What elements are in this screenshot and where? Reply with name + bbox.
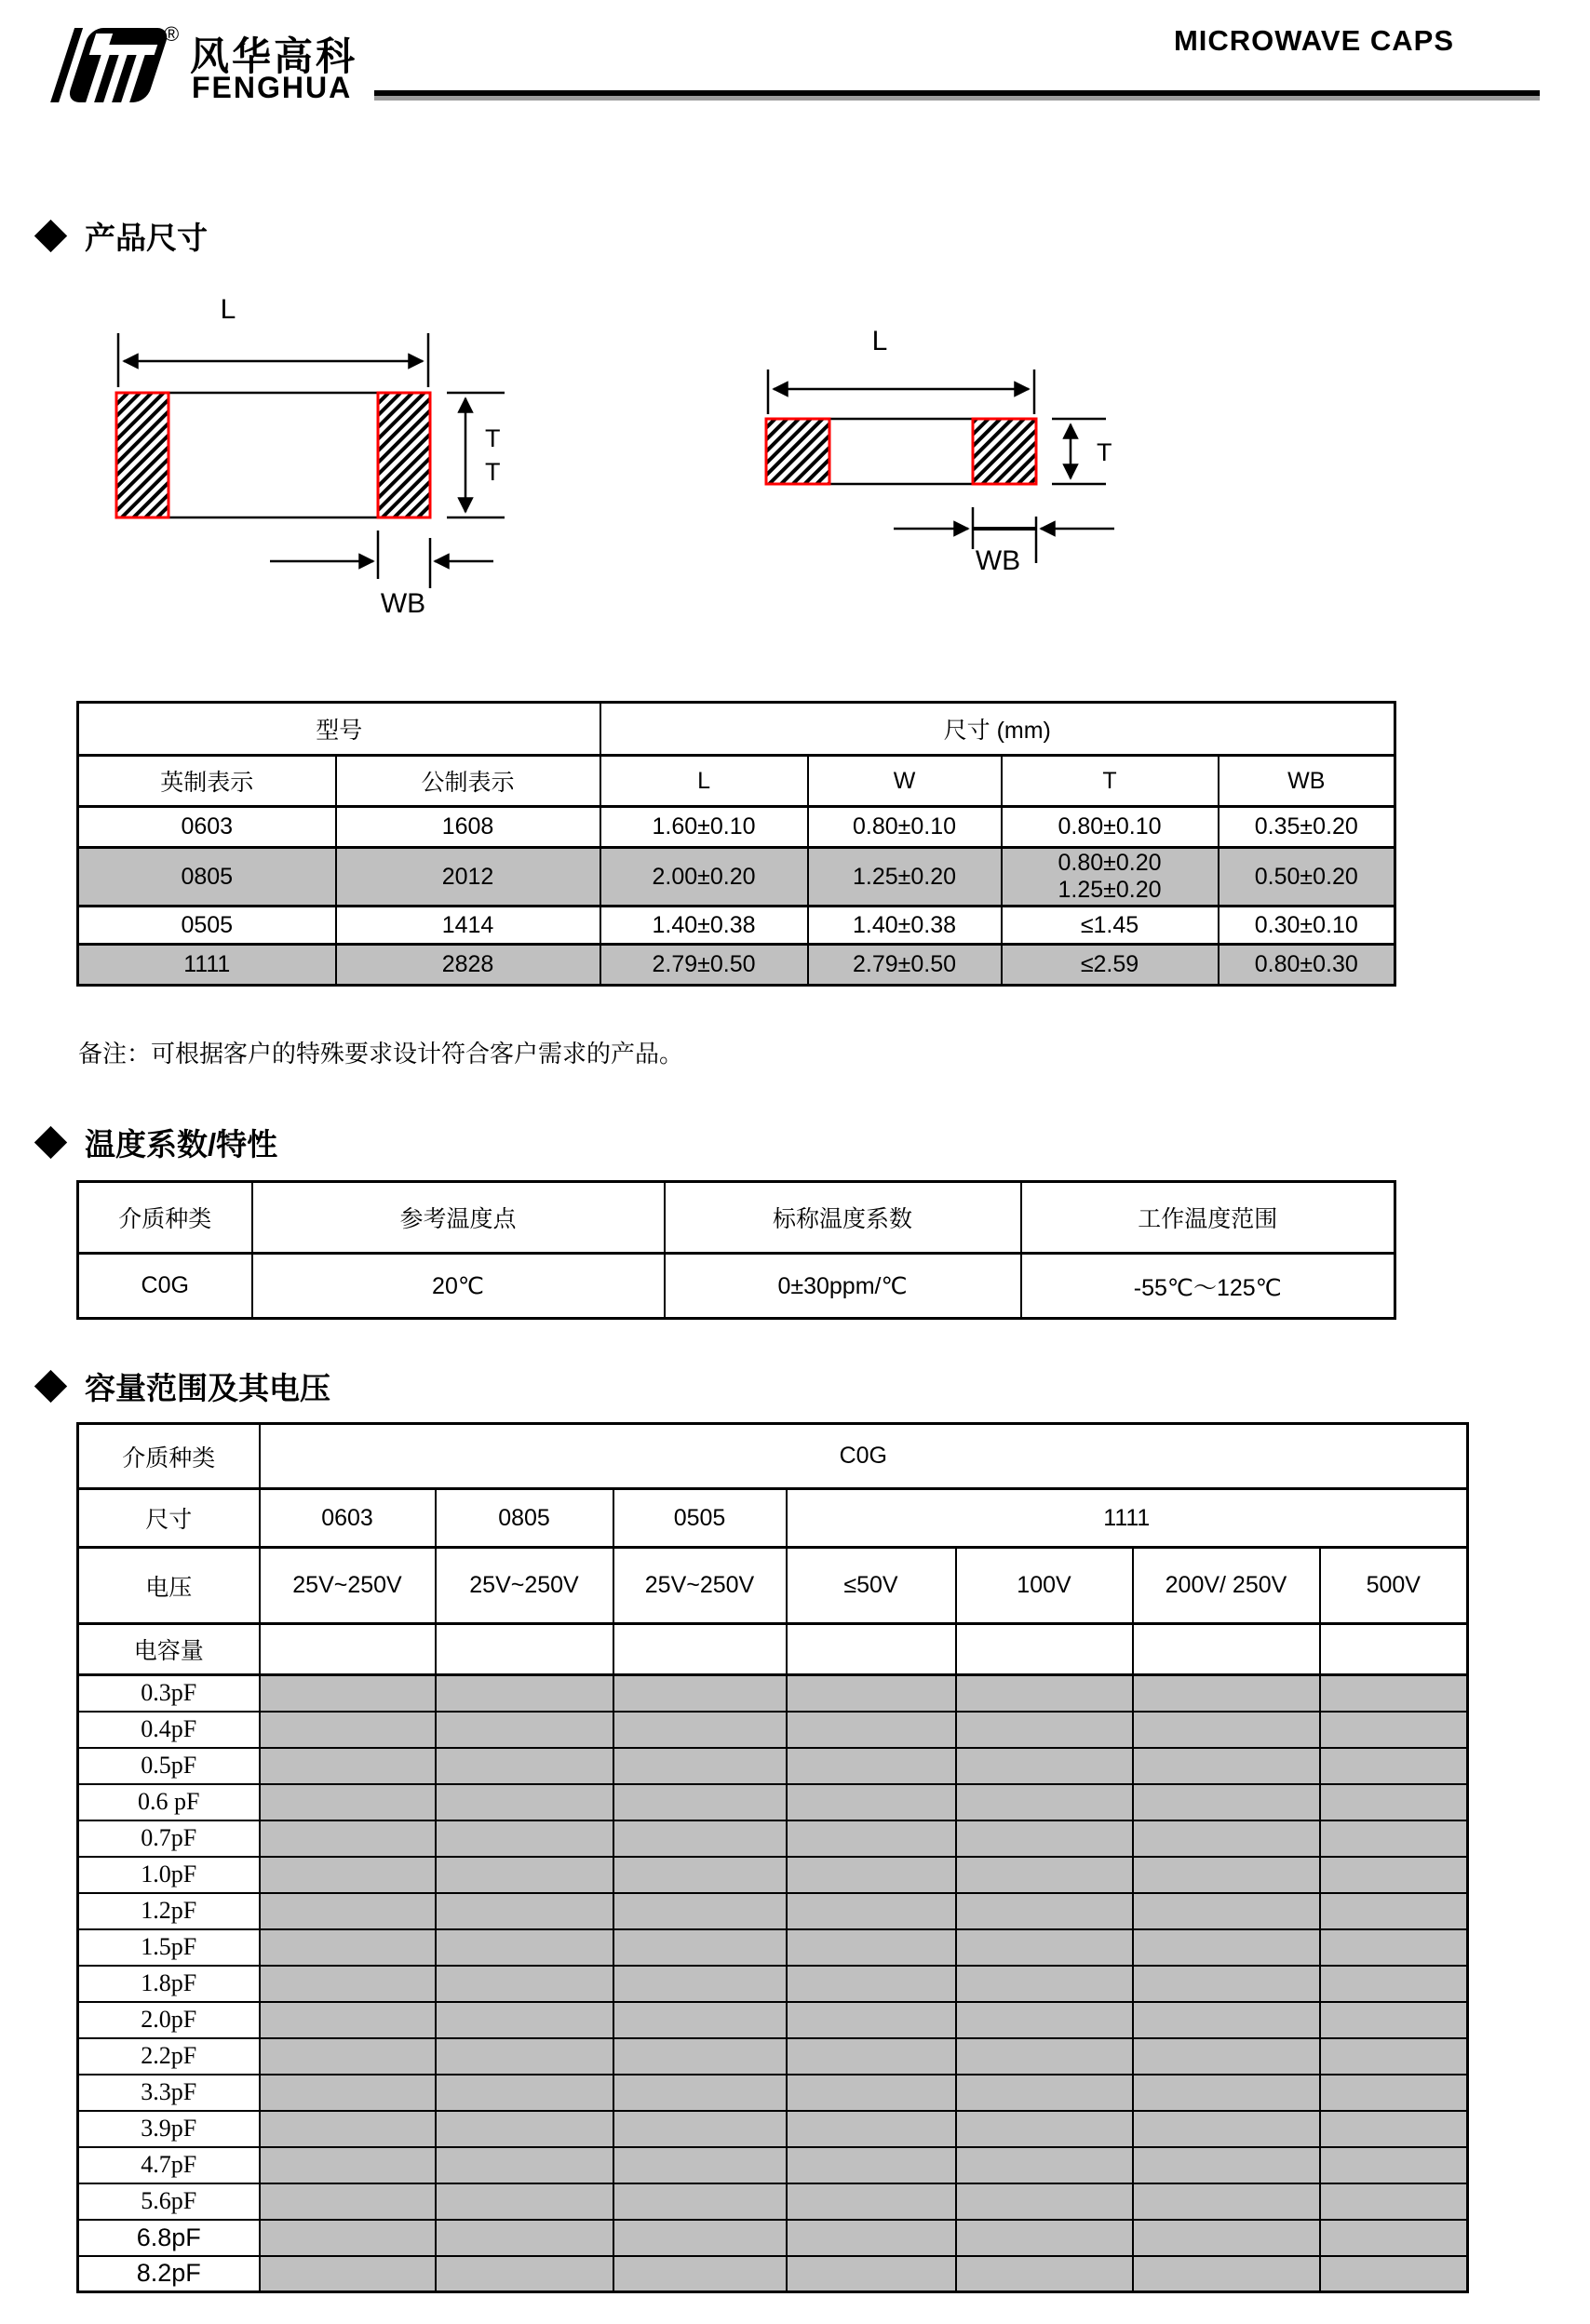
empty-cell bbox=[613, 1624, 787, 1675]
availability-cell bbox=[260, 2038, 436, 2075]
left-terminal-hatched bbox=[766, 419, 829, 484]
availability-cell bbox=[260, 2183, 436, 2220]
dimensions-table bbox=[76, 701, 1396, 987]
cell bbox=[1002, 848, 1219, 907]
availability-cell bbox=[1320, 1857, 1468, 1893]
availability-cell bbox=[1320, 1893, 1468, 1929]
capacitance-row bbox=[78, 1820, 1468, 1857]
cell: 2.79±0.50 bbox=[600, 945, 808, 986]
cell: ≤1.45 bbox=[1002, 907, 1219, 945]
availability-cell bbox=[1320, 1675, 1468, 1712]
availability-cell bbox=[956, 2002, 1133, 2038]
availability-cell bbox=[956, 2183, 1133, 2220]
col-header: 参考温度点 bbox=[252, 1182, 665, 1254]
availability-cell bbox=[787, 1748, 956, 1784]
availability-cell bbox=[956, 1675, 1133, 1712]
availability-cell bbox=[613, 2002, 787, 2038]
availability-cell bbox=[1320, 1712, 1468, 1748]
availability-cell bbox=[436, 2220, 613, 2256]
row-header: 尺寸 bbox=[78, 1489, 260, 1548]
availability-cell bbox=[787, 1857, 956, 1893]
capacitance-row bbox=[78, 1929, 1468, 1966]
availability-cell bbox=[1320, 1748, 1468, 1784]
diamond-icon bbox=[34, 1126, 67, 1159]
availability-cell bbox=[1320, 1784, 1468, 1820]
logo-text-en: FENGHUA bbox=[192, 71, 353, 104]
capacitance-value-label: 1.2pF bbox=[78, 1893, 260, 1929]
availability-cell bbox=[956, 1893, 1133, 1929]
capacitance-row bbox=[78, 2183, 1468, 2220]
cell: 1.40±0.38 bbox=[600, 907, 808, 945]
capacitance-value-label: 0.7pF bbox=[78, 1820, 260, 1857]
cell: 1.25±0.20 bbox=[808, 848, 1002, 907]
cell: 20℃ bbox=[252, 1254, 665, 1319]
cell: 0505 bbox=[78, 907, 336, 945]
availability-cell bbox=[613, 1712, 787, 1748]
capacitance-table bbox=[76, 1422, 1469, 2293]
capacitance-value-label: 4.7pF bbox=[78, 2147, 260, 2183]
availability-cell bbox=[956, 1929, 1133, 1966]
cell: 2828 bbox=[336, 945, 600, 986]
availability-cell bbox=[436, 2147, 613, 2183]
availability-cell bbox=[956, 2256, 1133, 2292]
availability-cell bbox=[1320, 2147, 1468, 2183]
cell: 0.80±0.10 bbox=[1002, 807, 1219, 848]
row-header: 电容量 bbox=[78, 1624, 260, 1675]
chip-dimension-diagram-2 bbox=[689, 277, 1303, 594]
capacitance-row bbox=[78, 2038, 1468, 2075]
availability-cell bbox=[260, 1820, 436, 1857]
capacitance-value-label: 6.8pF bbox=[78, 2220, 260, 2256]
capacitance-row bbox=[78, 1784, 1468, 1820]
availability-cell bbox=[787, 1966, 956, 2002]
availability-cell bbox=[787, 2002, 956, 2038]
col-header: W bbox=[808, 756, 1002, 807]
col-header: 公制表示 bbox=[336, 756, 600, 807]
availability-cell bbox=[436, 1857, 613, 1893]
availability-cell bbox=[956, 2220, 1133, 2256]
cell: C0G bbox=[78, 1254, 252, 1319]
cell: 1608 bbox=[336, 807, 600, 848]
col-header: L bbox=[600, 756, 808, 807]
availability-cell bbox=[260, 1675, 436, 1712]
availability-cell bbox=[1320, 2220, 1468, 2256]
table-row bbox=[78, 945, 1395, 986]
availability-cell bbox=[787, 2220, 956, 2256]
cell: 2.79±0.50 bbox=[808, 945, 1002, 986]
col-header: 英制表示 bbox=[78, 756, 336, 807]
size-cell: 0805 bbox=[436, 1489, 613, 1548]
capacitance-value-label: 1.5pF bbox=[78, 1929, 260, 1966]
availability-cell bbox=[260, 1712, 436, 1748]
availability-cell bbox=[613, 1929, 787, 1966]
availability-cell bbox=[956, 1748, 1133, 1784]
band-width-label: WB bbox=[975, 545, 1021, 576]
voltage-cell: 25V~250V bbox=[436, 1548, 613, 1624]
availability-cell bbox=[613, 2111, 787, 2147]
availability-cell bbox=[260, 1929, 436, 1966]
availability-cell bbox=[1133, 2038, 1320, 2075]
availability-cell bbox=[613, 1893, 787, 1929]
capacitance-row bbox=[78, 1893, 1468, 1929]
availability-cell bbox=[260, 2147, 436, 2183]
availability-cell bbox=[613, 2220, 787, 2256]
availability-cell bbox=[787, 2111, 956, 2147]
table-row bbox=[78, 848, 1395, 907]
size-cell: 0505 bbox=[613, 1489, 787, 1548]
availability-cell bbox=[956, 1784, 1133, 1820]
thickness-label: T bbox=[1097, 438, 1112, 466]
availability-cell bbox=[1133, 1857, 1320, 1893]
availability-cell bbox=[260, 2256, 436, 2292]
cell: 0±30ppm/℃ bbox=[665, 1254, 1021, 1319]
col-header: 标称温度系数 bbox=[665, 1182, 1021, 1254]
availability-cell bbox=[436, 1675, 613, 1712]
availability-cell bbox=[1133, 1748, 1320, 1784]
section-title-text: 温度系数/特性 bbox=[85, 1127, 278, 1162]
capacitance-value-label: 0.5pF bbox=[78, 1748, 260, 1784]
availability-cell bbox=[956, 2111, 1133, 2147]
voltage-cell: 100V bbox=[956, 1548, 1133, 1624]
section-title-text: 产品尺寸 bbox=[85, 221, 208, 255]
thickness-label: T bbox=[485, 424, 501, 452]
availability-cell bbox=[260, 1893, 436, 1929]
availability-cell bbox=[1133, 2111, 1320, 2147]
availability-cell bbox=[787, 2147, 956, 2183]
capacitance-row bbox=[78, 2256, 1468, 2292]
availability-cell bbox=[1133, 1929, 1320, 1966]
availability-cell bbox=[787, 2038, 956, 2075]
availability-cell bbox=[787, 1893, 956, 1929]
cell: 1111 bbox=[78, 945, 336, 986]
availability-cell bbox=[436, 1893, 613, 1929]
cell: 1414 bbox=[336, 907, 600, 945]
group-header-size: 尺寸 (mm) bbox=[600, 703, 1395, 756]
availability-cell bbox=[260, 2075, 436, 2111]
availability-cell bbox=[260, 1857, 436, 1893]
capacitance-value-label: 5.6pF bbox=[78, 2183, 260, 2220]
left-terminal-hatched bbox=[116, 393, 168, 517]
logo-text-cn: 风华高科 bbox=[190, 34, 358, 78]
availability-cell bbox=[956, 1966, 1133, 2002]
availability-cell bbox=[787, 2183, 956, 2220]
availability-cell bbox=[260, 2111, 436, 2147]
availability-cell bbox=[436, 1748, 613, 1784]
empty-cell bbox=[956, 1624, 1133, 1675]
temperature-table bbox=[76, 1180, 1396, 1320]
availability-cell bbox=[956, 1712, 1133, 1748]
capacitance-row bbox=[78, 2075, 1468, 2111]
availability-cell bbox=[787, 1675, 956, 1712]
cell: 0.50±0.20 bbox=[1219, 848, 1395, 907]
col-header: 介质种类 bbox=[78, 1182, 252, 1254]
cell: 1.40±0.38 bbox=[808, 907, 1002, 945]
cell: 0.35±0.20 bbox=[1219, 807, 1395, 848]
availability-cell bbox=[436, 1712, 613, 1748]
registered-mark: ® bbox=[164, 22, 180, 46]
availability-cell bbox=[787, 2075, 956, 2111]
availability-cell bbox=[436, 1784, 613, 1820]
header-rule-gray bbox=[374, 96, 1540, 101]
capacitance-value-label: 0.3pF bbox=[78, 1675, 260, 1712]
group-header-model: 型号 bbox=[78, 703, 600, 756]
availability-cell bbox=[260, 2002, 436, 2038]
availability-cell bbox=[613, 1820, 787, 1857]
col-header: T bbox=[1002, 756, 1219, 807]
capacitance-value-label: 3.3pF bbox=[78, 2075, 260, 2111]
availability-cell bbox=[1320, 2111, 1468, 2147]
capacitance-row bbox=[78, 2002, 1468, 2038]
cell: 0.30±0.10 bbox=[1219, 907, 1395, 945]
availability-cell bbox=[787, 2256, 956, 2292]
length-label: L bbox=[220, 294, 236, 325]
availability-cell bbox=[787, 1929, 956, 1966]
voltage-cell: 25V~250V bbox=[260, 1548, 436, 1624]
voltage-cell: 500V bbox=[1320, 1548, 1468, 1624]
cell: 2.00±0.20 bbox=[600, 848, 808, 907]
availability-cell bbox=[1320, 2002, 1468, 2038]
availability-cell bbox=[436, 1966, 613, 2002]
availability-cell bbox=[787, 1820, 956, 1857]
availability-cell bbox=[956, 2075, 1133, 2111]
availability-cell bbox=[613, 1966, 787, 2002]
capacitance-row bbox=[78, 2111, 1468, 2147]
capacitance-row bbox=[78, 2147, 1468, 2183]
table-row bbox=[78, 1254, 1395, 1319]
capacitance-row bbox=[78, 1966, 1468, 2002]
cell: 0805 bbox=[78, 848, 336, 907]
capacitance-row bbox=[78, 2220, 1468, 2256]
availability-cell bbox=[436, 1820, 613, 1857]
availability-cell bbox=[436, 2075, 613, 2111]
availability-cell bbox=[260, 2220, 436, 2256]
availability-cell bbox=[1133, 2256, 1320, 2292]
availability-cell bbox=[613, 1857, 787, 1893]
availability-cell bbox=[436, 1929, 613, 1966]
capacitance-row bbox=[78, 1712, 1468, 1748]
row-header: 介质种类 bbox=[78, 1424, 260, 1489]
voltage-cell: 200V/ 250V bbox=[1133, 1548, 1320, 1624]
availability-cell bbox=[956, 2038, 1133, 2075]
availability-cell bbox=[613, 1784, 787, 1820]
voltage-cell: 25V~250V bbox=[613, 1548, 787, 1624]
cell: 0603 bbox=[78, 807, 336, 848]
availability-cell bbox=[613, 2147, 787, 2183]
capacitance-value-label: 0.4pF bbox=[78, 1712, 260, 1748]
availability-cell bbox=[1133, 2002, 1320, 2038]
availability-cell bbox=[956, 2147, 1133, 2183]
length-label: L bbox=[871, 326, 888, 356]
page-title: MICROWAVE CAPS bbox=[1173, 24, 1454, 57]
availability-cell bbox=[1320, 2183, 1468, 2220]
fenghua-logo-icon bbox=[47, 17, 186, 114]
section-title-dimensions bbox=[39, 214, 208, 258]
cell: 0.80±0.30 bbox=[1219, 945, 1395, 986]
availability-cell bbox=[260, 1966, 436, 2002]
dielectric-value: C0G bbox=[260, 1424, 1468, 1489]
size-cell: 1111 bbox=[787, 1489, 1468, 1548]
availability-cell bbox=[613, 1748, 787, 1784]
capacitance-value-label: 2.0pF bbox=[78, 2002, 260, 2038]
capacitance-row bbox=[78, 1748, 1468, 1784]
capacitance-value-label: 2.2pF bbox=[78, 2038, 260, 2075]
cell: 2012 bbox=[336, 848, 600, 907]
diamond-icon bbox=[34, 220, 67, 252]
empty-cell bbox=[436, 1624, 613, 1675]
availability-cell bbox=[1133, 2147, 1320, 2183]
cell: ≤2.59 bbox=[1002, 945, 1219, 986]
availability-cell bbox=[260, 1784, 436, 1820]
col-header: 工作温度范围 bbox=[1021, 1182, 1395, 1254]
availability-cell bbox=[436, 2038, 613, 2075]
thickness-label-2: T bbox=[485, 458, 501, 486]
capacitance-value-label: 8.2pF bbox=[78, 2256, 260, 2292]
capacitance-value-label: 1.8pF bbox=[78, 1966, 260, 2002]
availability-cell bbox=[1133, 2183, 1320, 2220]
empty-cell bbox=[1320, 1624, 1468, 1675]
empty-cell bbox=[260, 1624, 436, 1675]
availability-cell bbox=[1133, 1966, 1320, 2002]
voltage-cell: ≤50V bbox=[787, 1548, 956, 1624]
availability-cell bbox=[613, 2038, 787, 2075]
capacitance-value-label: 0.6 pF bbox=[78, 1784, 260, 1820]
availability-cell bbox=[436, 2002, 613, 2038]
row-header: 电压 bbox=[78, 1548, 260, 1624]
availability-cell bbox=[1320, 2256, 1468, 2292]
availability-cell bbox=[1320, 1966, 1468, 2002]
chip-dimension-diagram-1 bbox=[51, 277, 573, 650]
availability-cell bbox=[1320, 1929, 1468, 1966]
capacitance-row bbox=[78, 1857, 1468, 1893]
capacitance-value-label: 1.0pF bbox=[78, 1857, 260, 1893]
cell-line: 1.25±0.20 bbox=[1058, 877, 1162, 903]
availability-cell bbox=[436, 2183, 613, 2220]
cell-line: 0.80±0.20 bbox=[1058, 850, 1162, 877]
capacitance-row bbox=[78, 1675, 1468, 1712]
section-title-temperature bbox=[39, 1121, 277, 1164]
availability-cell bbox=[613, 2183, 787, 2220]
band-width-label: WB bbox=[380, 588, 426, 619]
empty-cell bbox=[787, 1624, 956, 1675]
availability-cell bbox=[1133, 2220, 1320, 2256]
availability-cell bbox=[1133, 2075, 1320, 2111]
availability-cell bbox=[956, 1820, 1133, 1857]
table-row bbox=[78, 907, 1395, 945]
availability-cell bbox=[1133, 1784, 1320, 1820]
size-cell: 0603 bbox=[260, 1489, 436, 1548]
cell: 0.80±0.10 bbox=[808, 807, 1002, 848]
availability-cell bbox=[956, 1857, 1133, 1893]
availability-cell bbox=[436, 2256, 613, 2292]
availability-cell bbox=[613, 1675, 787, 1712]
availability-cell bbox=[613, 2256, 787, 2292]
section-title-text: 容量范围及其电压 bbox=[85, 1371, 330, 1405]
availability-cell bbox=[436, 2111, 613, 2147]
availability-cell bbox=[613, 2075, 787, 2111]
availability-cell bbox=[787, 1784, 956, 1820]
availability-cell bbox=[1133, 1675, 1320, 1712]
availability-cell bbox=[787, 1712, 956, 1748]
availability-cell bbox=[1320, 1820, 1468, 1857]
diamond-icon bbox=[34, 1370, 67, 1403]
availability-cell bbox=[1133, 1712, 1320, 1748]
availability-cell bbox=[1133, 1893, 1320, 1929]
section-title-capacitance bbox=[39, 1364, 330, 1408]
availability-cell bbox=[1320, 2038, 1468, 2075]
table-row bbox=[78, 807, 1395, 848]
empty-cell bbox=[1133, 1624, 1320, 1675]
availability-cell bbox=[260, 1748, 436, 1784]
availability-cell bbox=[1133, 1820, 1320, 1857]
availability-cell bbox=[1320, 2075, 1468, 2111]
remark-note: 备注：可根据客户的特殊要求设计符合客户需求的产品。 bbox=[78, 1040, 684, 1068]
cell: 1.60±0.10 bbox=[600, 807, 808, 848]
right-terminal-hatched bbox=[378, 393, 430, 517]
right-terminal-hatched bbox=[973, 419, 1036, 484]
col-header: WB bbox=[1219, 756, 1395, 807]
capacitance-value-label: 3.9pF bbox=[78, 2111, 260, 2147]
cell: -55℃～125℃ bbox=[1021, 1254, 1395, 1319]
